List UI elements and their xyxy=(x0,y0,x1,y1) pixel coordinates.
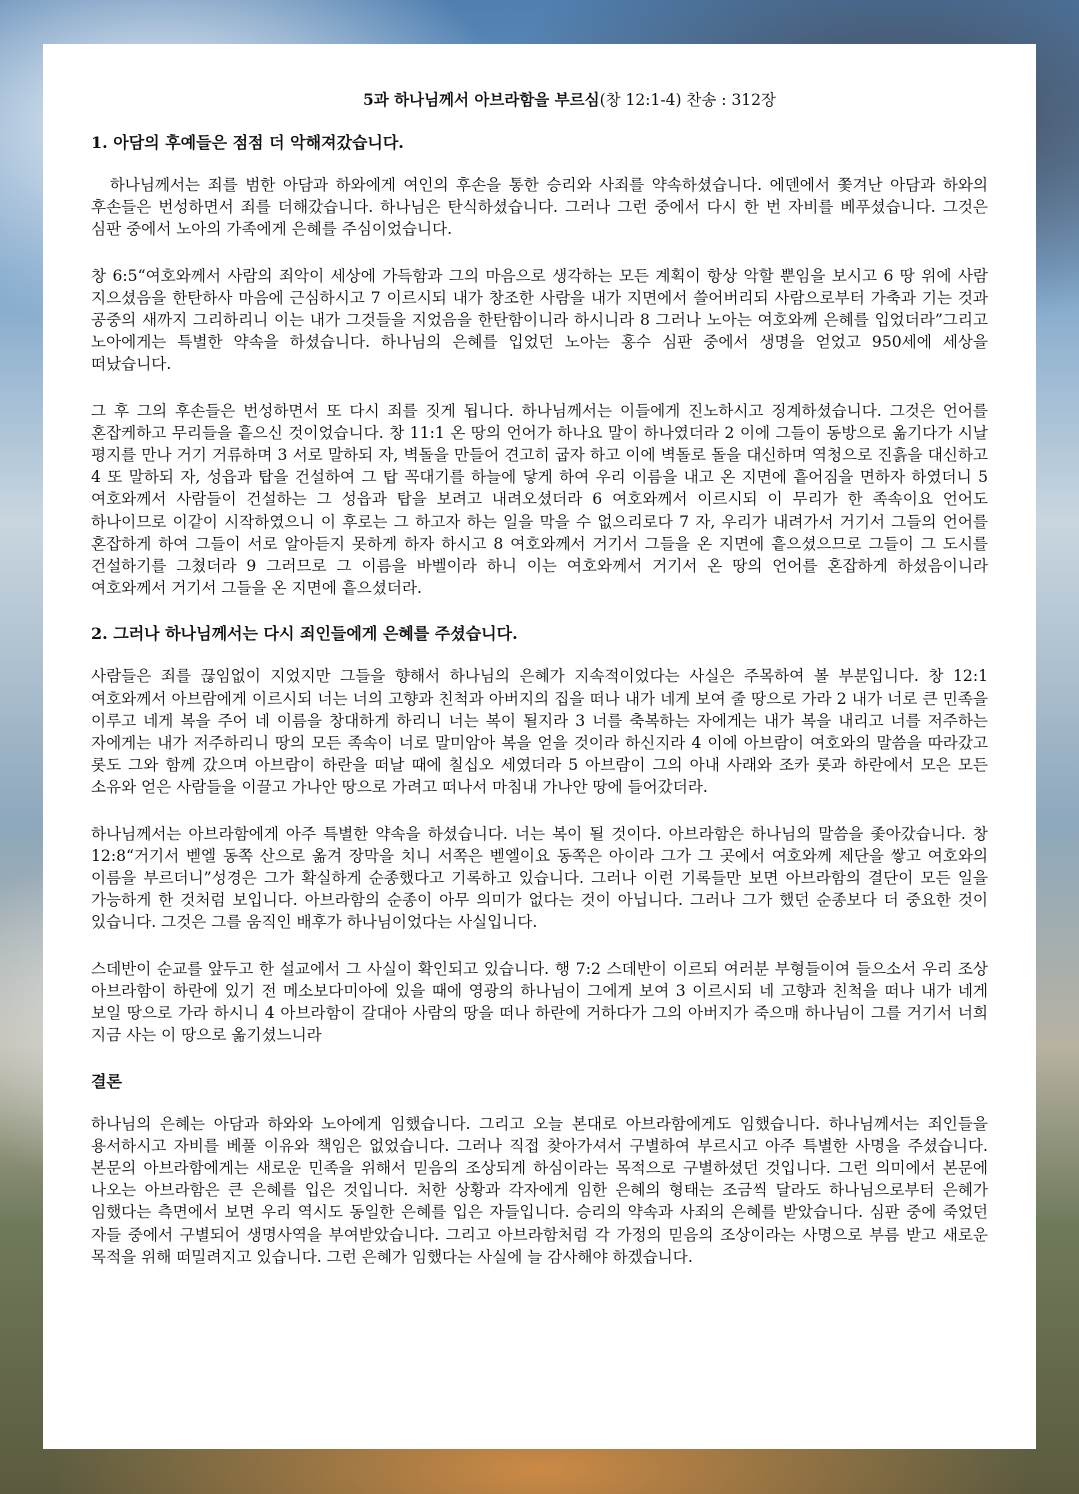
worksheet-page xyxy=(43,44,1036,1449)
lesson-reference: (창 12:1-4) 찬송 : 312장 xyxy=(599,91,777,109)
conclusion-paragraph: 하나님의 은혜는 아담과 하와와 노아에게 임했습니다. 그리고 오늘 본대로 아브라함에게도 임했습니다. 하나님께서는 죄인들을 용서하시고 자비를 베풀 이유와 책임은 없었습니다. 그러나 직접 찾아가셔서 구별하여 부르시고 아주 특별한 사명을 주셨습니다. 본문의 아브라함에게는 새로운 민족을 위해서 믿음의 조상되게 하심이라는 목적으로 구별하셨던 것입니다. 그런 의미에서 본문에 나오는 아브라함은 큰 은혜를 입은 것입니다. 처한 상황과 각자에게 임한 은혜의 형태는 조금씩 달라도 하나님으로부터 은혜가 임했다는 측면에서 보면 우리 역시도 동일한 은혜를 입은 자들입니다. 승리의 약속과 사죄의 은혜를 받았습니다. 심판 중에 죽었던 자들 중에서 구별되어 생명사역을 부여받았습니다. 그리고 아브라함처럼 각 가정의 믿음의 조상이라는 사명으로 부름 받고 새로운 목적을 위해 떠밀려지고 있습니다. 그런 은혜가 임했다는 사실에 늘 감사해야 하겠습니다. xyxy=(91,1114,988,1266)
section-2-paragraph-2: 하나님께서는 아브라함에게 아주 특별한 약속을 하셨습니다. 너는 복이 될 것이다. 아브라함은 하나님의 말씀을 좇아갔습니다. 창 12:8“거기서 벧엘 동쪽 산으로 옮겨 장막을 치니 서쪽은 벧엘이요 동쪽은 아이라 그가 그 곳에서 여호와께 제단을 쌓고 여호와의 이름을 부르더니”성경은 그가 확실하게 순종했다고 기록하고 있습니다. 그러나 이런 기록들만 보면 아브라함의 결단이 모든 일을 가능하게 한 것처럼 보입니다. 아브라함의 순종이 아무 의미가 없다는 것이 아닙니다. 그러나 그가 했던 순종보다 더 중요한 것이 있습니다. 그것은 그를 움직인 배후가 하나님이었다는 사실입니다. xyxy=(91,824,988,932)
section-1-paragraph-3: 그 후 그의 후손들은 번성하면서 또 다시 죄를 짓게 됩니다. 하나님께서는 이들에게 진노하시고 징계하셨습니다. 그것은 언어를 혼잡케하고 무리들을 흩으신 것이었습니다. 창 11:1 온 땅의 언어가 하나요 말이 하나였더라 2 이에 그들이 동방으로 옮기다가 시날 평지를 만나 거기 거류하며 3 서로 말하되 자, 벽돌을 만들어 견고히 굽자 하고 이에 벽돌로 돌을 대신하며 역청으로 진흙을 대신하고 4 또 말하되 자, 성읍과 탑을 건설하여 그 탑 꼭대기를 하늘에 닿게 하여 우리 이름을 내고 온 지면에 흩어짐을 면하자 하였더니 5 여호와께서 사람들이 건설하는 그 성읍과 탑을 보려고 내려오셨더라 6 여호와께서 이르시되 이 무리가 한 족속이요 언어도 하나이므로 이같이 시작하였으니 이 후로는 그 하고자 하는 일을 막을 수 없으리로다 7 자, 우리가 내려가서 거기서 그들의 언어를 혼잡하게 하여 그들이 서로 알아듣지 못하게 하자 하시고 8 여호와께서 거기서 그들을 온 지면에 흩으셨으므로 그들이 그 도시를 건설하기를 그쳤더라 9 그러므로 그 이름을 바벨이라 하니 이는 여호와께서 거기서 온 땅의 언어를 혼잡하게 하셨음이니라 여호와께서 거기서 그들을 온 지면에 흩으셨더라. xyxy=(91,401,988,598)
section-2-paragraph-3: 스데반이 순교를 앞두고 한 설교에서 그 사실이 확인되고 있습니다. 행 7:2 스데반이 이르되 여러분 부형들이여 들으소서 우리 조상 아브라함이 하란에 있기 전 메소보다미아에 있을 때에 영광의 하나님이 그에게 보여 3 이르시되 네 고향과 친척을 떠나 내가 네게 보일 땅으로 가라 하시니 4 아브라함이 갈대아 사람의 땅을 떠나 하란에 거하다가 그의 아버지가 죽으매 하나님이 그를 거기서 너희 지금 사는 이 땅으로 옮기셨느니라 xyxy=(91,959,988,1045)
section-1-paragraph-1: 하나님께서는 죄를 범한 아담과 하와에게 여인의 후손을 통한 승리와 사죄를 약속하셨습니다. 에덴에서 쫓겨난 아담과 하와의 후손들은 번성하면서 죄를 더해갔습니다. 하나님은 탄식하셨습니다. 그러나 그런 중에서 다시 한 번 자비를 베푸셨습니다. 그것은 심판 중에서 노아의 가족에게 은혜를 주심이었습니다. xyxy=(91,176,988,239)
section-1-paragraph-2: 창 6:5“여호와께서 사람의 죄악이 세상에 가득함과 그의 마음으로 생각하는 모든 계획이 항상 악할 뿐임을 보시고 6 땅 위에 사람 지으셨음을 한탄하사 마음에 근심하시고 7 이르시되 내가 창조한 사람을 내가 지면에서 쓸어버리되 사람으로부터 가축과 기는 것과 공중의 새까지 그리하리니 이는 내가 그것들을 지었음을 한탄함이니라 하시니라 8 그러나 노아는 여호와께 은혜를 입었더라”그리고 노아에게는 특별한 약속을 하셨습니다. 하나님의 은혜를 입었던 노아는 홍수 심판 중에서 생명을 얻었고 950세에 세상을 떠났습니다. xyxy=(91,266,988,374)
section-1-heading: 1. 아담의 후예들은 점점 더 악해져갔습니다. xyxy=(91,133,404,152)
page-title xyxy=(91,90,988,110)
section-2-paragraph-1: 사람들은 죄를 끊임없이 지었지만 그들을 향해서 하나님의 은혜가 지속적이었다는 사실은 주목하여 볼 부분입니다. 창 12:1 여호와께서 아브람에게 이르시되 너는 너의 고향과 친척과 아버지의 집을 떠나 내가 네게 보여 줄 땅으로 가라 2 내가 너로 큰 민족을 이루고 네게 복을 주어 네 이름을 창대하게 하리니 너는 복이 될지라 3 너를 축복하는 자에게는 내가 복을 내리고 너를 저주하는 자에게는 내가 저주하리니 땅의 모든 족속이 너로 말미암아 복을 얻을 것이라 하신지라 4 이에 아브람이 여호와의 말씀을 따라갔고 롯도 그와 함께 갔으며 아브람이 하란을 떠날 때에 칠십오 세였더라 5 아브람이 그의 아내 사래와 조카 롯과 하란에서 모은 모든 소유와 얻은 사람들을 이끌고 가나안 땅으로 가려고 떠나서 마침내 가나안 땅에 들어갔더라. xyxy=(91,667,988,797)
conclusion-heading: 결론 xyxy=(91,1071,122,1091)
section-2-heading: 2. 그러나 하나님께서는 다시 죄인들에게 은혜를 주셨습니다. xyxy=(91,624,518,644)
lesson-title: 5과 하나님께서 아브라함을 부르심 xyxy=(362,90,600,109)
